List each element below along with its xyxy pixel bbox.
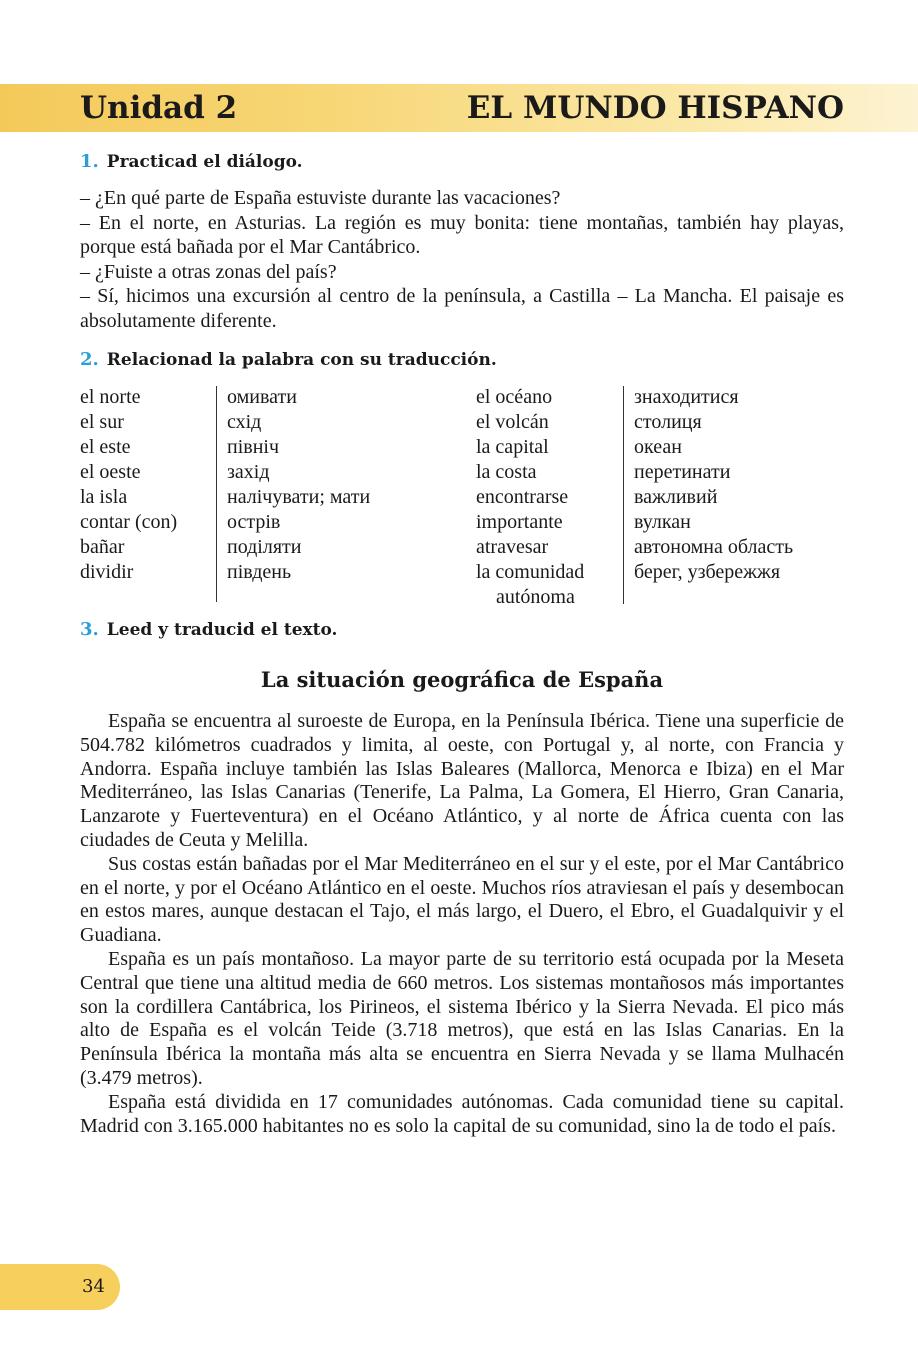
exercise-instruction: Relacionad la palabra con su traducción. — [106, 350, 497, 370]
vocab-word: la capital — [476, 436, 549, 458]
page-number: 34 — [82, 1276, 105, 1297]
dialog-line: – ¿En qué parte de España estuviste durante las vacaciones? — [80, 187, 561, 209]
vocab-translation: острів — [227, 511, 281, 533]
vocab-column-ukrainian-1 — [227, 385, 370, 585]
vocab-column-ukrainian-2 — [634, 385, 793, 585]
vocab-word: la comunidad — [476, 561, 585, 583]
exercise-number: 3. — [80, 619, 99, 640]
vocab-word: atravesar — [476, 536, 549, 558]
vocab-word: el volcán — [476, 411, 549, 433]
vocab-translation: північ — [227, 436, 280, 458]
exercise-3-heading — [80, 618, 337, 642]
vocab-translation: автономна область — [634, 536, 794, 558]
column-divider — [216, 386, 217, 602]
article-paragraph: Sus costas están bañadas por el Mar Mediterráneo en el sur y el este, por el Mar Cantábrico en el norte, y por el Océano Atlántico en el oeste. Muchos ríos atraviesan el país y desembocan en estos mares, aunque destacan el Tajo, el más largo, el Duero, el Ebro, el Guadalquivir y el Guadiana. — [80, 852, 844, 947]
vocab-word: contar (con) — [80, 511, 178, 533]
vocab-word: la isla — [80, 486, 128, 508]
vocab-translation: знаходитися — [634, 386, 739, 408]
vocab-translation: перетинати — [634, 461, 731, 483]
vocab-word: la costa — [476, 461, 537, 483]
exercise-2-heading — [80, 348, 497, 372]
vocab-word: importante — [476, 511, 563, 533]
exercise-number: 1. — [80, 151, 99, 172]
unit-title: Unidad 2 — [80, 90, 238, 126]
dialog-line: – En el norte, en Asturias. La región es muy bonita: tiene montañas, también hay playas, porque está bañada por el Mar Cantábrico. — [80, 211, 844, 258]
vocab-translation: вулкан — [634, 511, 691, 533]
vocab-translation: поділяти — [227, 536, 302, 558]
article-paragraph: España se encuentra al suroeste de Europa, en la Península Ibérica. Tiene una superficie de 504.782 kilómetros cuadrados y limita, al oeste, con Portugal y, al norte, con Francia y Andorra. España incluye también las Islas Baleares (Mallorca, Menorca e Ibiza) en el Mar Mediterráneo, las Islas Canarias (Tenerife, La Palma, La Gomera, El Hierro, Gran Canaria, Lanzarote y Fuerteventura) en el Océano Atlántico, y al norte de África cuenta con las ciudades de Ceuta y Melilla. — [80, 710, 844, 851]
vocab-word: el sur — [80, 411, 124, 433]
vocab-translation: схід — [227, 411, 262, 433]
vocab-translation: океан — [634, 436, 682, 458]
dialog — [80, 186, 844, 333]
vocab-translation: омивати — [227, 386, 297, 408]
article-paragraph: España es un país montañoso. La mayor parte de su territorio está ocupada por la Meseta Central que tiene una altitud media de 660 metros. Los sistemas montañosos más importantes son la cordillera Cantábrica, los Pirineos, el sistema Ibérico y la Sierra Nevada. El pico más alto de España es el volcán Teide (3.718 metros), que está en las Islas Canarias. En la Península Ibérica la montaña más alta se encuentra en Sierra Nevada y se llama Mulhacén (3.479 metros). — [80, 947, 844, 1089]
vocab-translation: південь — [227, 561, 292, 583]
dialog-line: – ¿Fuiste a otras zonas del país? — [80, 260, 337, 283]
dialog-line: – Sí, hicimos una excursión al centro de la península, a Castilla – La Mancha. El paisaje es absolutamente diferente. — [80, 285, 844, 332]
vocab-column-spanish-1 — [80, 385, 177, 585]
exercise-number: 2. — [80, 349, 99, 370]
vocab-word: encontrarse — [476, 486, 569, 508]
vocab-word: bañar — [80, 536, 125, 558]
vocab-word: el oeste — [80, 461, 141, 483]
column-divider — [623, 386, 624, 604]
vocab-word: dividir — [80, 561, 134, 583]
vocab-word-continuation: autónoma — [496, 586, 575, 608]
article-paragraph: España está dividida en 17 comunidades autónomas. Cada comunidad tiene su capital. Madrid con 3.165.000 habitantes no es solo la capital de su comunidad, sino la de todo el país. — [80, 1090, 844, 1137]
vocab-word: el norte — [80, 386, 141, 408]
unit-theme: EL MUNDO HISPANO — [466, 90, 844, 126]
exercise-instruction: Practicad el diálogo. — [106, 152, 303, 172]
vocab-translation: налічувати; мати — [227, 486, 371, 508]
vocab-translation: столиця — [634, 411, 702, 433]
article-title: La situación geográfica de España — [260, 667, 664, 692]
vocab-column-spanish-2 — [476, 385, 584, 610]
vocab-word: el este — [80, 436, 131, 458]
vocab-translation: берег, узбережжя — [634, 561, 781, 583]
exercise-1-heading — [80, 150, 303, 174]
vocab-word: el océano — [476, 386, 553, 408]
vocab-translation: важливий — [634, 486, 718, 508]
vocab-translation: захід — [227, 461, 270, 483]
article-body — [80, 710, 844, 1138]
exercise-instruction: Leed y traducid el texto. — [106, 620, 338, 640]
